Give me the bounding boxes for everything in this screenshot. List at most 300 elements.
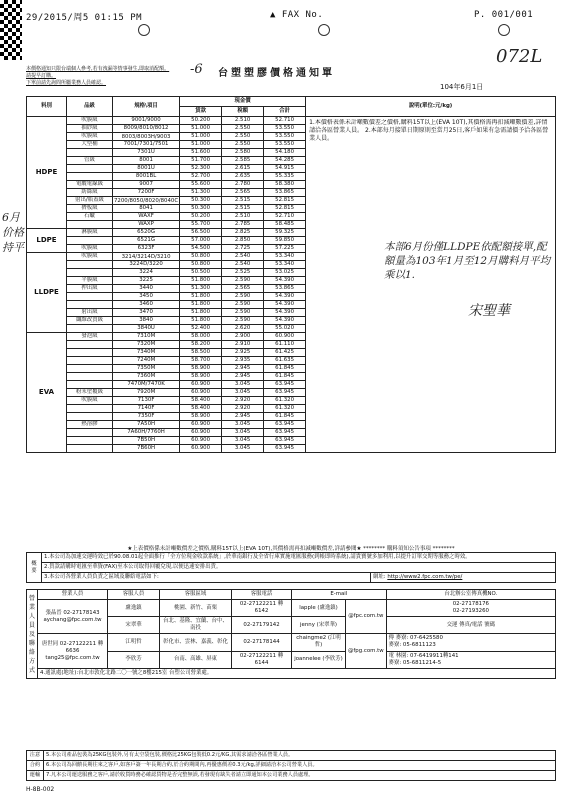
total-price-cell: 59.325 (264, 229, 306, 237)
spec-cell: 7350F (113, 413, 180, 421)
notice-box (26, 66, 206, 87)
spec-cell: 3214/3214D/3210 (113, 253, 180, 261)
total-price-cell: 61.845 (264, 413, 306, 421)
grade-cell: 吹膜級 (67, 245, 113, 253)
base-price-cell: 50.800 (180, 253, 222, 261)
grade-cell: 押出級 (67, 285, 113, 293)
tax-cell: 2.540 (222, 253, 264, 261)
base-price-cell: 58.400 (180, 405, 222, 413)
base-price-cell: 51.600 (180, 149, 222, 157)
shipping-fax (386, 634, 555, 652)
page-title: 台塑塑膠價格通知單 (218, 68, 335, 79)
col-notes: 說明(單位:元/kg) (306, 97, 556, 117)
grade-cell (67, 349, 113, 357)
total-price-cell: 61.635 (264, 357, 306, 365)
base-price-cell: 58.900 (180, 365, 222, 373)
tax-cell: 2.785 (222, 221, 264, 229)
spec-cell: 6520G (113, 229, 180, 237)
handwritten-left-note-line: 持平 (2, 241, 24, 254)
grade-cell: 吹膜級 (67, 117, 113, 125)
spec-cell: 7920M (113, 389, 180, 397)
hq-fax-number: 02-27193260 (452, 608, 489, 614)
grade-cell (67, 261, 113, 269)
grade-cell: 石蠟 (67, 213, 113, 221)
total-price-cell: 60.900 (264, 333, 306, 341)
contact-side-label: 營業人員及聯絡方式 (27, 590, 38, 679)
total-price-cell: 54.390 (264, 293, 306, 301)
punch-hole (318, 24, 330, 36)
col-phone: 客服電話 (232, 590, 292, 600)
total-price-cell: 53.865 (264, 285, 306, 293)
foot-label: 注意 (27, 751, 44, 761)
col-email: E-mail (292, 590, 387, 600)
base-price-cell: 58.900 (180, 413, 222, 421)
fax-line: 麥寮: 07-6425580 (395, 635, 443, 642)
summary-line: 1.本公司為加速交運時效已於90.08.01起全面推行「全方位現金收款系統」,於華南銀行及全省行庫實施電匯服務(到帳即時系統),請貴寶號多加利用,以提升訂單交期等服務之時效。 (42, 553, 556, 563)
spec-cell: 7B60H (113, 445, 180, 453)
spec-cell: 8001U (113, 165, 180, 173)
handwritten-minus6: -6 (190, 62, 203, 77)
grade-cell (67, 325, 113, 333)
base-price-cell: 57.000 (180, 237, 222, 245)
total-price-cell: 61.425 (264, 349, 306, 357)
email-domain: @fpg.com.tw (346, 634, 387, 669)
base-price-cell: 58.000 (180, 333, 222, 341)
summary-line: 3.本公司各營業人員負責之區域及聯絡電話如下: (42, 573, 371, 583)
form-code: H-8B-002 (26, 786, 55, 793)
summary-line: 2.貨款請購時電匯至華資(FAX)至本公司取得回覆兌現,以便迅速安排出貨。 (42, 563, 556, 573)
grade-cell (67, 341, 113, 349)
foot-label: 合約 (27, 761, 44, 771)
spec-cell: 3225 (113, 277, 180, 285)
website-label: 網址: (373, 574, 386, 580)
spec-cell: 3840U (113, 325, 180, 333)
client-area: 台北、基隆、宜蘭、台中、南投 (160, 617, 232, 634)
tax-cell: 2.925 (222, 349, 264, 357)
notes-text: 1.本價格表係未計噸數價差之價格,購料15T以上(EVA 10T),其價格需再扣減噸數價差,詳情請洽各區營業人員。 2.本部每月接單日期原則至當月25日,客戶如果有急需請價予洽各區營業人員。 (309, 119, 549, 142)
grade-cell (67, 381, 113, 389)
total-price-cell: 61.845 (264, 365, 306, 373)
grade-cell (67, 165, 113, 173)
notice-line: 下單前請先詢問所屬業務人員確認。 (26, 80, 107, 86)
total-price-cell: 55.335 (264, 173, 306, 181)
base-price-cell: 50.500 (180, 269, 222, 277)
grade-cell (67, 373, 113, 381)
handwritten-left-note (2, 210, 24, 255)
total-price-cell: 52.710 (264, 213, 306, 221)
grade-cell (67, 365, 113, 373)
spec-cell: 7001/7301/7501 (113, 141, 180, 149)
total-price-cell: 52.815 (264, 205, 306, 213)
spec-cell: 7140F (113, 405, 180, 413)
grade-cell: 粉末塗覆級 (67, 389, 113, 397)
tax-cell: 3.045 (222, 445, 264, 453)
total-price-cell: 53.025 (264, 269, 306, 277)
grade-cell (67, 269, 113, 277)
grade-cell (67, 173, 113, 181)
grade-cell: 大型桶 (67, 141, 113, 149)
base-price-cell: 58.200 (180, 341, 222, 349)
spec-cell: 7240M (113, 357, 180, 365)
spec-cell: 3470 (113, 309, 180, 317)
grade-cell: 淋膜級 (67, 229, 113, 237)
base-price-cell: 50.800 (180, 261, 222, 269)
spec-cell: 9007 (113, 181, 180, 189)
col-base: 貨款 (180, 107, 222, 117)
tax-cell: 2.585 (222, 157, 264, 165)
spec-cell: WAXF (113, 213, 180, 221)
base-price-cell: 52.700 (180, 173, 222, 181)
client-person: 李欣芳 (108, 651, 160, 669)
tel-label: 電 (388, 652, 395, 659)
spec-cell: 7320M (113, 341, 180, 349)
tax-cell: 2.910 (222, 341, 264, 349)
spec-cell: 9001/9000 (113, 117, 180, 125)
base-price-cell: 52.300 (180, 165, 222, 173)
fax-datetime: 29/2015/周5 01:15 PM (26, 13, 143, 23)
total-price-cell: 63.945 (264, 445, 306, 453)
total-price-cell: 54.390 (264, 317, 306, 325)
handwritten-signature: 宋聖華 (468, 303, 510, 319)
grade-cell (67, 437, 113, 445)
total-price-cell: 59.850 (264, 237, 306, 245)
total-price-cell: 52.815 (264, 197, 306, 205)
col-price-group: 現金價 (180, 97, 306, 107)
client-email: joannelee (李欣芳) (292, 651, 346, 669)
spec-cell: 7200/8050/8020/8040C (114, 197, 179, 204)
base-price-cell: 55.600 (180, 181, 222, 189)
tax-cell: 2.550 (222, 141, 264, 149)
base-price-cell: 51.800 (180, 293, 222, 301)
total-price-cell: 63.945 (264, 437, 306, 445)
col-tax: 稅額 (222, 107, 264, 117)
total-price-cell: 63.945 (264, 381, 306, 389)
grade-cell: 射出級 (67, 309, 113, 317)
total-price-cell: 54.915 (264, 165, 306, 173)
client-person: 江明哲 (108, 634, 160, 652)
notice-date: 104年6月1日 (440, 83, 484, 91)
total-price-cell: 53.865 (264, 189, 306, 197)
base-price-cell: 51.000 (180, 141, 222, 149)
tax-cell: 2.725 (222, 245, 264, 253)
punch-hole (138, 24, 150, 36)
client-phone: 02-27122211 轉6144 (232, 651, 292, 669)
tax-cell: 3.045 (222, 389, 264, 397)
hq-fax-number: 02-27178176 (452, 601, 489, 607)
grade-cell: 吹膜級 (67, 253, 113, 261)
total-price-cell: 54.390 (264, 277, 306, 285)
star-notice-line: ★上表價格係未計噸數價差之價格,購料15T以上(EVA 10T),其價格需再扣減噸數價差,詳請參閱★ ******** 購料須知公告事項 ******** (127, 546, 455, 552)
tax-cell: 2.565 (222, 285, 264, 293)
base-price-cell: 60.900 (180, 429, 222, 437)
tax-cell: 2.590 (222, 317, 264, 325)
col-grade: 品級 (67, 97, 113, 117)
tax-cell: 2.590 (222, 293, 264, 301)
base-price-cell: 50.200 (180, 117, 222, 125)
handwritten-right-note: 本部6月份僅LLDPE依配額接單,配額量為103年1月至12月購料月平均乘以1. (384, 241, 551, 281)
grade-cell (67, 357, 113, 365)
total-price-cell: 54.285 (264, 157, 306, 165)
tax-cell: 2.945 (222, 413, 264, 421)
client-email: lapple (盧逸鎮) (292, 600, 346, 617)
col-total: 合計 (264, 107, 306, 117)
fax-checker-mark (0, 0, 22, 60)
client-phone: 02-27179142 (232, 617, 292, 634)
material-cell: LDPE (27, 229, 67, 253)
base-price-cell: 58.700 (180, 357, 222, 365)
spec-cell: 7301U (113, 149, 180, 157)
summary-label: 概要 (27, 553, 42, 583)
base-price-cell: 51.800 (180, 309, 222, 317)
total-price-cell: 63.945 (264, 421, 306, 429)
base-price-cell: 51.800 (180, 317, 222, 325)
handwritten-left-note-line: 6月 (2, 211, 20, 224)
spec-cell: 3440 (113, 285, 180, 293)
tax-cell: 2.590 (222, 301, 264, 309)
client-person: 宋翠華 (108, 617, 160, 634)
notice-line: 請提早訂購。 (26, 73, 57, 79)
spec-cell: 7A60H/7760H (113, 429, 180, 437)
tax-cell: 2.945 (222, 373, 264, 381)
email-domain: @fpc.com.tw (346, 600, 387, 634)
client-phone: 02-27122211 轉6142 (232, 600, 292, 617)
total-price-cell: 63.945 (264, 389, 306, 397)
footer-table (26, 750, 556, 781)
grade-cell: 電纜電線級 (67, 181, 113, 189)
total-price-cell: 52.710 (264, 117, 306, 125)
spec-cell: 3840 (113, 317, 180, 325)
base-price-cell: 50.300 (180, 197, 222, 205)
fax-page: P. 001/001 (474, 10, 534, 20)
spec-cell: 7470M/7470K (113, 381, 180, 389)
total-price-cell: 53.340 (264, 253, 306, 261)
tax-cell: 2.920 (222, 397, 264, 405)
client-person: 盧逸鎮 (108, 600, 160, 617)
base-price-cell: 58.400 (180, 397, 222, 405)
spec-cell: 3460 (113, 301, 180, 309)
client-email: jenny (宋翠華) (292, 617, 346, 634)
tax-cell: 2.510 (222, 213, 264, 221)
col-area: 客服區域 (160, 590, 232, 600)
spec-cell: 7A50H (113, 421, 180, 429)
grade-cell: 擠板級 (67, 205, 113, 213)
client-area: 彰化市、雲林、嘉義、彰化 (160, 634, 232, 652)
base-price-cell: 51.700 (180, 157, 222, 165)
total-price-cell: 54.390 (264, 309, 306, 317)
base-price-cell: 51.000 (180, 125, 222, 133)
client-phone: 02-27178144 (232, 634, 292, 652)
base-price-cell: 51.800 (180, 277, 222, 285)
col-client: 客服人員 (108, 590, 160, 600)
col-person: 營業人員 (38, 590, 108, 600)
spec-cell: 7350M (113, 365, 180, 373)
base-price-cell: 56.500 (180, 229, 222, 237)
foot-line: 6.本公司為回饋長期往來之客戶,如客戶簽一年長期合約,於合約期間內,再優惠價差0.3元/kg,詳細請洽本公司營業人員。 (44, 761, 556, 771)
tax-cell: 2.850 (222, 237, 264, 245)
total-price-cell: 53.550 (264, 125, 306, 133)
spec-cell: 3450 (113, 293, 180, 301)
foot-line: 7.凡本公司運送服務之客戶,請於收貨時務必確認貨物是否完整無誤,若發現有缺失者請立即通知本公司業務人員處理。 (44, 771, 556, 781)
tax-cell: 3.045 (222, 381, 264, 389)
spec-cell: 8009/8010/8012 (113, 125, 180, 133)
tax-cell: 2.510 (222, 117, 264, 125)
col-spec: 規格\項目 (113, 97, 180, 117)
spec-cell: 3224D/3220 (113, 261, 180, 269)
spec-cell: 7360M (113, 373, 180, 381)
website-cell (371, 573, 556, 583)
spec-cell: 3224 (113, 269, 180, 277)
grade-cell (67, 405, 113, 413)
base-price-cell: 51.300 (180, 285, 222, 293)
base-price-cell: 55.700 (180, 221, 222, 229)
col-material: 料別 (27, 97, 67, 117)
total-price-cell: 61.320 (264, 405, 306, 413)
base-price-cell: 58.500 (180, 349, 222, 357)
spec-cell: 7310M (113, 333, 180, 341)
total-price-cell: 58.380 (264, 181, 306, 189)
tax-cell: 2.635 (222, 173, 264, 181)
grade-cell (67, 429, 113, 437)
spec-cell: 8041 (113, 205, 180, 213)
handwritten-left-note-line: 价格 (2, 226, 24, 239)
tel-line: 麥寮: 05-6811214-5 (388, 659, 442, 666)
address-line: 4.通訊處(地址):台北市敦化北路二〇一號之8樓215室 台塑公司營業處。 (38, 669, 556, 679)
grade-cell: 發泡級 (67, 333, 113, 341)
tax-cell: 2.590 (222, 277, 264, 285)
fax-line: 麥寮: 05-6811123 (388, 642, 436, 649)
grade-cell: 紡絲級 (67, 189, 113, 197)
grade-cell: 吹膜級 (67, 397, 113, 405)
tax-cell: 2.550 (222, 125, 264, 133)
grade-cell (67, 445, 113, 453)
base-price-cell: 60.900 (180, 381, 222, 389)
hq-fax (386, 600, 555, 617)
base-price-cell: 51.800 (180, 301, 222, 309)
grade-cell: 射出/瓶蓋級 (67, 197, 113, 205)
base-price-cell: 50.200 (180, 213, 222, 221)
base-price-cell: 54.500 (180, 245, 222, 253)
tax-cell: 2.550 (222, 133, 264, 141)
tax-cell: 2.525 (222, 269, 264, 277)
total-price-cell: 61.110 (264, 341, 306, 349)
base-price-cell: 60.900 (180, 389, 222, 397)
fax-number-label: ▲ FAX No. (270, 10, 324, 20)
sales-person: 唐世同 02-27122211 轉6636 tang25@fpc.com.tw (38, 634, 108, 669)
tax-cell: 2.580 (222, 149, 264, 157)
tax-cell: 2.780 (222, 181, 264, 189)
total-price-cell: 53.550 (264, 133, 306, 141)
base-price-cell: 58.900 (180, 373, 222, 381)
tax-cell: 3.045 (222, 437, 264, 445)
total-price-cell: 53.550 (264, 141, 306, 149)
spec-cell: WAXP (113, 221, 180, 229)
spec-cell: 8001BL (113, 173, 180, 181)
grade-cell (67, 149, 113, 157)
tax-cell: 2.935 (222, 357, 264, 365)
foot-line: 5.本公司產品包裝為25KG包裝外,另有太空袋包裝,價格比25KG包裝低0.2元/KG,其需求請洽各區營業人員。 (44, 751, 556, 761)
tax-cell: 3.045 (222, 429, 264, 437)
spec-cell: 6521G (113, 237, 180, 245)
grade-cell: 吹膜級 (67, 133, 113, 141)
tax-cell: 2.565 (222, 189, 264, 197)
spec-cell: 7200F (113, 189, 180, 197)
material-cell: LLDPE (27, 253, 67, 333)
total-price-cell: 53.340 (264, 261, 306, 269)
tel-line: 林園: 07-6419911轉141 (395, 652, 459, 659)
table-row (27, 117, 556, 125)
foot-label: 運輸 (27, 771, 44, 781)
total-price-cell: 63.945 (264, 429, 306, 437)
total-price-cell: 61.845 (264, 373, 306, 381)
grade-cell (67, 301, 113, 309)
tax-cell: 2.590 (222, 309, 264, 317)
contact-table (26, 589, 556, 679)
grade-cell: 熱溶膠 (67, 421, 113, 429)
spec-cell: 8001 (113, 157, 180, 165)
grade-cell: 平膜級 (67, 277, 113, 285)
base-price-cell: 51.000 (180, 133, 222, 141)
spec-cell: 7340M (113, 349, 180, 357)
total-price-cell: 57.225 (264, 245, 306, 253)
price-table-body (27, 117, 556, 453)
tax-cell: 2.515 (222, 205, 264, 213)
grade-cell: 抽紗級 (67, 125, 113, 133)
tax-cell: 3.045 (222, 421, 264, 429)
tax-cell: 2.540 (222, 261, 264, 269)
tax-cell: 2.920 (222, 405, 264, 413)
base-price-cell: 60.900 (180, 437, 222, 445)
fax-label: 傳 (388, 635, 395, 642)
tax-cell: 2.900 (222, 333, 264, 341)
client-area: 台南、高雄、屏東 (160, 651, 232, 669)
tax-cell: 2.945 (222, 365, 264, 373)
grade-cell: 纖維改質級 (67, 317, 113, 325)
base-price-cell: 51.300 (180, 189, 222, 197)
spec-cell: 7B50H (113, 437, 180, 445)
tax-cell: 2.620 (222, 325, 264, 333)
client-email: chaingme2 (江明哲) (292, 634, 346, 652)
grade-cell: 管級 (67, 157, 113, 165)
summary-table (26, 552, 556, 583)
base-price-cell: 60.900 (180, 421, 222, 429)
base-price-cell: 60.900 (180, 445, 222, 453)
client-area: 桃園、新竹、苗栗 (160, 600, 232, 617)
tax-cell: 2.825 (222, 229, 264, 237)
total-price-cell: 55.020 (264, 325, 306, 333)
hq-title: 交運 傳真/電話 號碼 (386, 617, 555, 634)
shipping-tel (386, 651, 555, 669)
material-cell: HDPE (27, 117, 67, 229)
total-price-cell: 58.485 (264, 221, 306, 229)
grade-cell (67, 293, 113, 301)
spec-cell: 7130F (113, 397, 180, 405)
col-hq: 台北辦公室傳真機NO. (386, 590, 555, 600)
total-price-cell: 61.320 (264, 397, 306, 405)
tax-cell: 2.515 (222, 197, 264, 205)
notes-cell (306, 117, 556, 453)
total-price-cell: 54.180 (264, 149, 306, 157)
tax-cell: 2.615 (222, 165, 264, 173)
handwritten-code: 072L (496, 46, 543, 67)
material-cell: EVA (27, 333, 67, 453)
base-price-cell: 50.300 (180, 205, 222, 213)
total-price-cell: 54.390 (264, 301, 306, 309)
spec-cell: 6323F (113, 245, 180, 253)
fax-no: FAX No. (281, 10, 324, 20)
website-link[interactable]: http://www2.fpc.com.tw/pe/ (387, 574, 463, 580)
grade-cell (67, 221, 113, 229)
base-price-cell: 52.400 (180, 325, 222, 333)
